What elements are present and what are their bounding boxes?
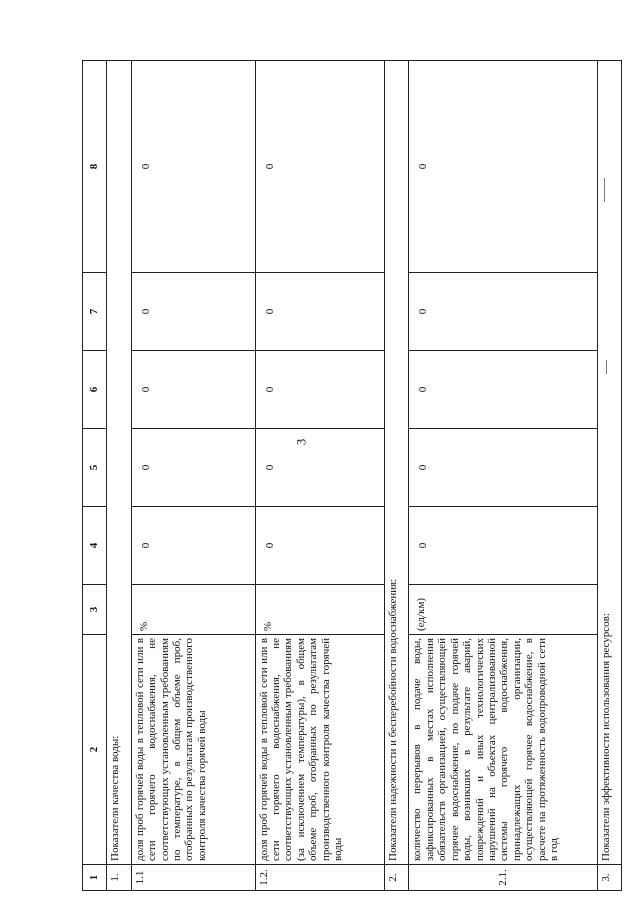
row-value: 0: [409, 429, 597, 507]
section-number: 2.: [385, 865, 409, 891]
indicators-table: [82, 60, 622, 891]
row-description: доля проб горячей воды в тепловой сети или в сети горячего водоснабжения, не соответствующих установленным требованиям по температуре, в общем объеме проб, отобранных по результатам производственного контроля качества горячей воды: [131, 635, 255, 865]
row-number: 2.1.: [409, 865, 597, 891]
row-value: 0: [131, 429, 255, 507]
header-cell: 8: [83, 61, 107, 273]
section-row: [597, 61, 621, 891]
row-number: 1.2.: [255, 865, 384, 891]
section-title: Показатели эффективности использования ресурсов:: [597, 61, 621, 865]
row-value: 0: [409, 61, 597, 273]
table-row: [255, 61, 384, 891]
page-number: 3: [293, 438, 309, 446]
header-cell: 7: [83, 273, 107, 351]
section-row: [385, 61, 409, 891]
row-value: 0: [409, 507, 597, 585]
row-value: 0: [409, 351, 597, 429]
row-value: 0: [255, 429, 384, 507]
row-value: 0: [255, 351, 384, 429]
row-value: 0: [255, 273, 384, 351]
row-value: 0: [131, 507, 255, 585]
section-title: Показатели надежности и бесперебойности водоснабжения:: [385, 61, 409, 865]
table-row: [131, 61, 255, 891]
row-unit: %: [255, 585, 384, 635]
row-description: количество перерывов в подаче воды, зафиксированных в местах исполнения обязательств организацией, осуществляющей горячее водоснабжение, по подаче горячей воды, возникших в результате аварий, повреждений и иных технологических нарушений на объектах централизованной системы горячего водоснабжения, принадлежащих организации, осуществляющей горячее водоснабжение, в расчете на протяженность водопроводной сети в год: [409, 635, 597, 865]
row-value: 0: [131, 273, 255, 351]
header-cell: 4: [83, 507, 107, 585]
section-number: 1.: [107, 865, 131, 891]
rotated-table-container: [82, 60, 622, 891]
row-number: 1.1: [131, 865, 255, 891]
row-unit: (ед/км): [409, 585, 597, 635]
row-description: доля проб горячей воды в тепловой сети или в сети горячего водоснабжения, не соответствующих установленным требованиям (за исключением температуры), в общем объеме проб, отобранных по результатам производственного контроля качества горячей воды: [255, 635, 384, 865]
row-value: 0: [255, 507, 384, 585]
table-row: [409, 61, 597, 891]
header-cell: 2: [83, 635, 107, 865]
row-value: 0: [131, 351, 255, 429]
header-row: [83, 61, 107, 891]
section-row: [107, 61, 131, 891]
header-cell: 6: [83, 351, 107, 429]
row-unit: %: [131, 585, 255, 635]
row-value: 0: [131, 61, 255, 273]
header-cell: 3: [83, 585, 107, 635]
section-number: 3.: [597, 865, 621, 891]
header-cell: 1: [83, 865, 107, 891]
row-value: 0: [409, 273, 597, 351]
section-title: Показатели качества воды:: [107, 61, 131, 865]
header-cell: 5: [83, 429, 107, 507]
row-value: 0: [255, 61, 384, 273]
